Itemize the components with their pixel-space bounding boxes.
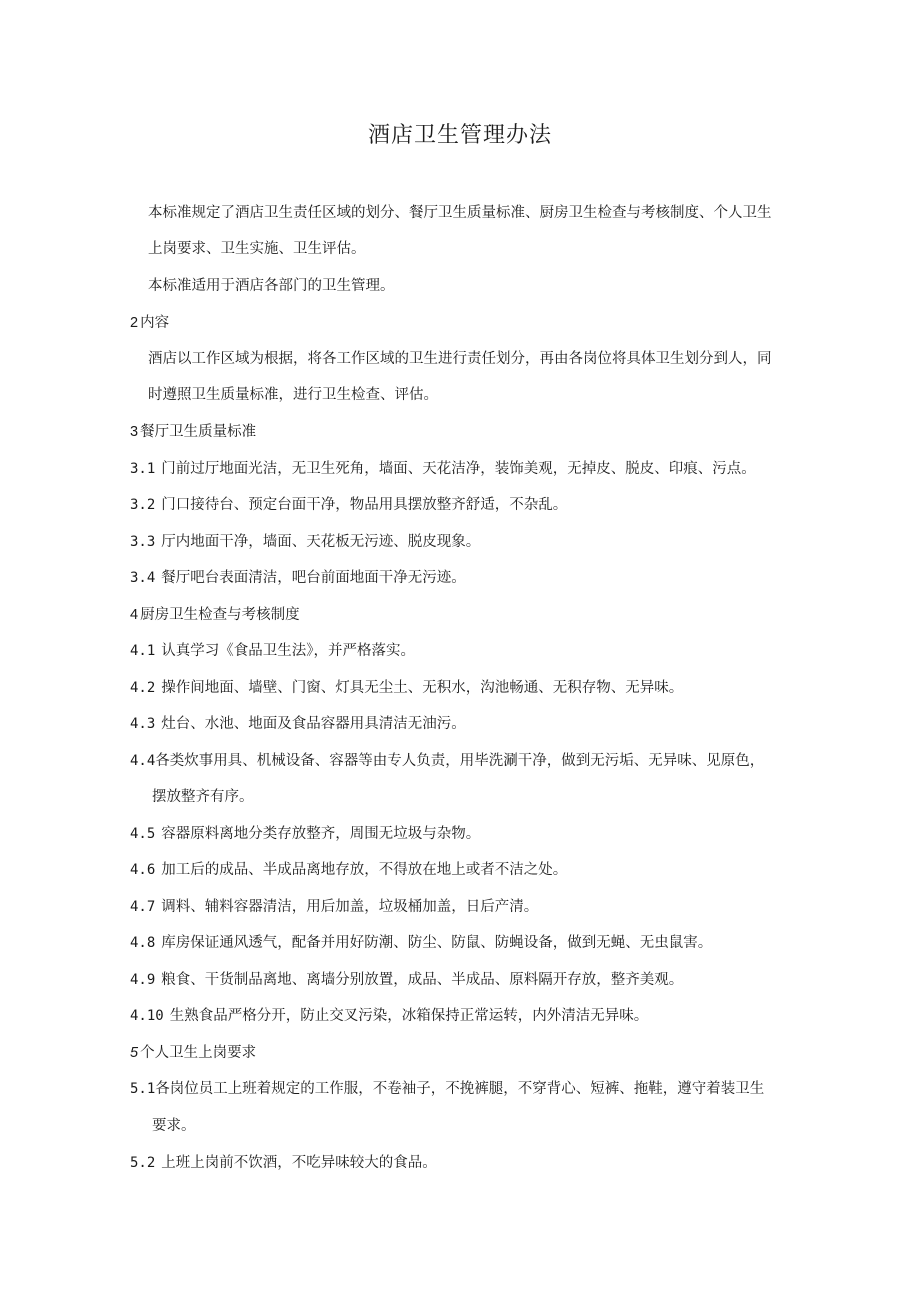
item-text: 容器原料离地分类存放整齐，周围无垃圾与杂物。	[161, 826, 481, 842]
list-item	[130, 897, 538, 917]
section-4-number: 4	[130, 607, 139, 623]
item-number: 4.4	[130, 753, 156, 769]
section-3-heading	[130, 422, 256, 442]
list-item	[130, 568, 466, 588]
list-item	[130, 751, 764, 771]
item-text: 库房保证通风透气，配备并用好防潮、防尘、防鼠、防蝇设备，做到无蝇、无虫鼠害。	[161, 935, 713, 951]
item-text: 加工后的成品、半成品离地存放，不得放在地上或者不洁之处。	[161, 862, 568, 878]
section-3-number: 3	[130, 424, 139, 440]
section-4-title: 厨房卫生检查与考核制度	[140, 607, 300, 623]
item-text: 灶台、水池、地面及食品容器用具清洁无油污。	[161, 716, 466, 732]
item-number: 3.4	[130, 570, 156, 586]
section-2-title: 内容	[140, 315, 170, 331]
item-text: 餐厅吧台表面清洁，吧台前面地面干净无污迹。	[161, 570, 466, 586]
item-number: 4.7	[130, 899, 156, 915]
item-text: 操作间地面、墙壁、门窗、灯具无尘土、无积水，沟池畅通、无积存物、无异味。	[161, 680, 684, 696]
section-2-number: 2	[130, 315, 139, 331]
section-2-line-1: 酒店以工作区域为根据，将各工作区域的卫生进行责任划分，再由各岗位将具体卫生划分到人，同	[148, 351, 772, 367]
list-item	[130, 714, 466, 734]
intro-paragraph-1-line-2: 上岗要求、卫生实施、卫生评估。	[148, 241, 366, 257]
list-item-continuation: 摆放整齐有序。	[152, 789, 254, 805]
list-item	[130, 1153, 437, 1173]
list-item	[130, 678, 683, 698]
item-text: 门口接待台、预定台面干净，物品用具摆放整齐舒适，不杂乱。	[161, 497, 568, 513]
section-5-number: 5	[130, 1045, 139, 1061]
section-5-title: 个人卫生上岗要求	[140, 1045, 257, 1061]
section-2-line-2: 时遵照卫生质量标准，进行卫生检查、评估。	[148, 387, 438, 403]
document-title: 酒店卫生管理办法	[367, 123, 552, 148]
intro-paragraph-1-line-1: 本标准规定了酒店卫生责任区域的划分、餐厅卫生质量标准、厨房卫生检查与考核制度、个人卫生	[148, 205, 772, 221]
item-text: 上班上岗前不饮酒，不吃异味较大的食品。	[161, 1155, 437, 1171]
item-number: 4.3	[130, 716, 156, 732]
item-number: 5.2	[130, 1155, 156, 1171]
intro-paragraph-2: 本标准适用于酒店各部门的卫生管理。	[148, 278, 395, 294]
list-item	[130, 933, 712, 953]
item-number: 4.1	[130, 643, 156, 659]
list-item	[130, 495, 567, 515]
list-item-continuation: 要求。	[152, 1118, 196, 1134]
list-item	[130, 459, 756, 479]
item-number: 4.9	[130, 972, 156, 988]
list-item	[130, 860, 567, 880]
list-item	[130, 641, 415, 661]
item-text: 门前过厅地面光洁，无卫生死角，墙面、天花洁净，装饰美观，无掉皮、脱皮、印痕、污点。	[161, 461, 756, 477]
list-item	[130, 824, 480, 844]
item-number: 4.8	[130, 935, 156, 951]
section-2-heading	[130, 313, 169, 333]
item-text: 生熟食品严格分开，防止交叉污染，冰箱保持正常运转，内外清洁无异味。	[169, 1008, 649, 1024]
item-number: 3.1	[130, 461, 156, 477]
item-number: 3.3	[130, 534, 156, 550]
item-text: 认真学习《食品卫生法》，并严格落实。	[161, 643, 416, 659]
item-text: 调料、辅料容器清洁，用后加盖，垃圾桶加盖，日后产清。	[161, 899, 539, 915]
item-number: 4.10	[130, 1008, 164, 1024]
list-item	[130, 1079, 764, 1099]
item-number: 4.6	[130, 862, 156, 878]
item-number: 3.2	[130, 497, 156, 513]
item-number: 4.2	[130, 680, 156, 696]
list-item	[130, 1006, 648, 1026]
section-5-heading	[130, 1043, 256, 1063]
item-text: 粮食、干货制品离地、离墙分别放置，成品、半成品、原料隔开存放，整齐美观。	[161, 972, 684, 988]
list-item	[130, 532, 480, 552]
section-4-heading	[130, 605, 300, 625]
item-text: 各类炊事用具、机械设备、容器等由专人负责，用毕洗涮干净，做到无污垢、无异味、见原色，	[155, 753, 765, 769]
item-text: 各岗位员工上班着规定的工作服，不卷袖子，不挽裤腿，不穿背心、短裤、拖鞋，遵守着装卫生	[155, 1081, 765, 1097]
item-number: 4.5	[130, 826, 156, 842]
list-item	[130, 970, 683, 990]
item-text: 厅内地面干净，墙面、天花板无污迹、脱皮现象。	[161, 534, 481, 550]
item-number: 5.1	[130, 1081, 156, 1097]
section-3-title: 餐厅卫生质量标准	[140, 424, 257, 440]
